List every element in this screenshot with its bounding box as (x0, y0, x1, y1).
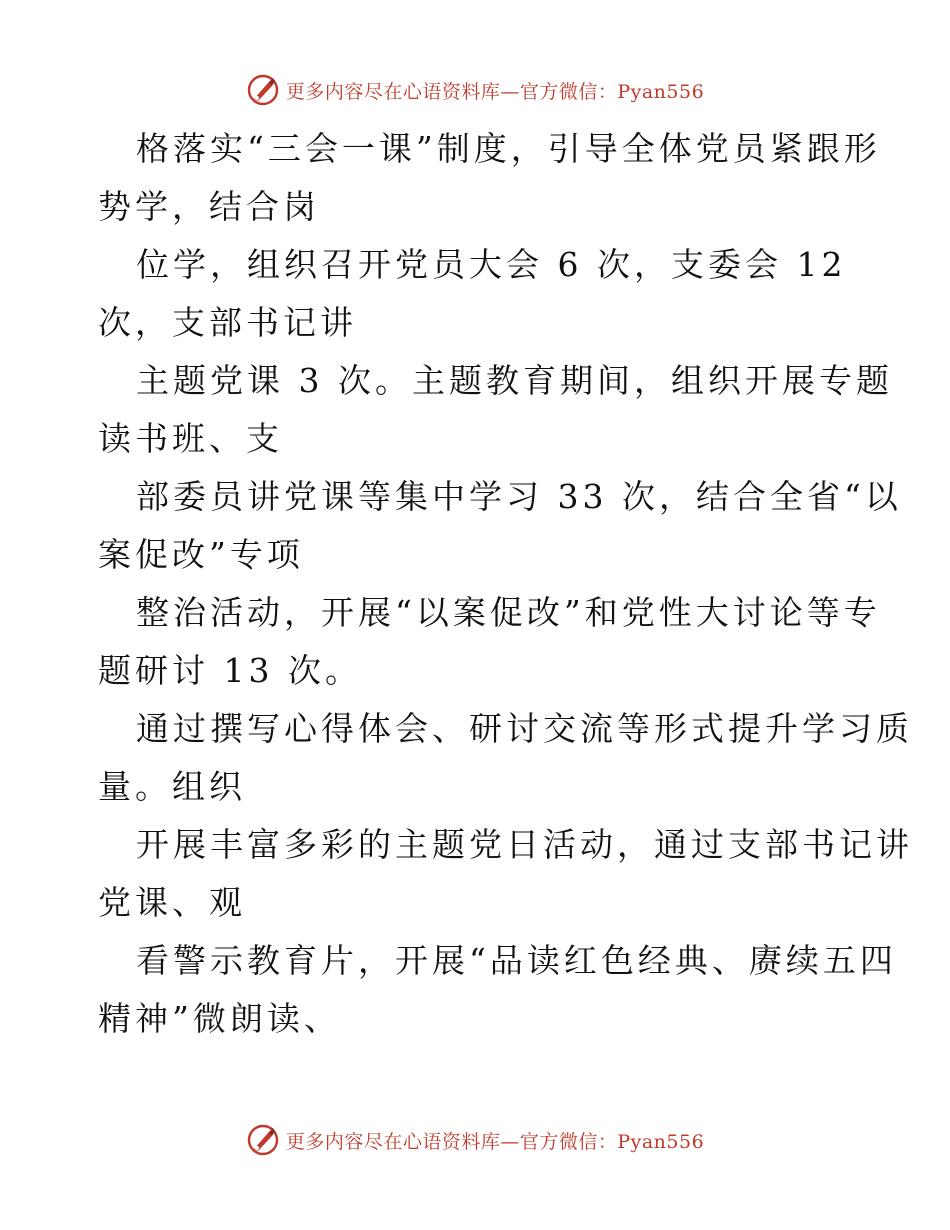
document-body (0, 120, 950, 1048)
paragraph-line: 通过撰写心得体会、研讨交流等形式提升学习质 (136, 709, 913, 748)
paragraph-line: 党课、观 (98, 883, 246, 922)
header-banner (0, 72, 950, 108)
paragraph-line: 势学，结合岗 (98, 187, 320, 226)
paragraph-line: 整治活动，开展“以案促改”和党性大讨论等专 (136, 593, 881, 632)
paragraph-line: 格落实“三会一课”制度，引导全体党员紧跟形 (136, 129, 881, 168)
paragraph-7 (0, 816, 950, 932)
pen-quill-logo-icon (246, 1123, 280, 1157)
paragraph-8 (0, 932, 950, 1048)
paragraph-3 (0, 352, 950, 468)
paragraph-line: 主题党课 3 次。主题教育期间，组织开展专题 (136, 361, 893, 400)
header-banner-text: 更多内容尽在心语资料库—官方微信：Pyan556 (285, 80, 705, 103)
paragraph-2 (0, 236, 950, 352)
paragraph-line: 精神”微朗读、 (98, 999, 341, 1038)
paragraph-line: 看警示教育片，开展“品读红色经典、赓续五四 (136, 941, 897, 980)
footer-banner-text: 更多内容尽在心语资料库—官方微信：Pyan556 (285, 1130, 705, 1153)
paragraph-line: 案促改”专项 (98, 535, 304, 574)
paragraph-1 (0, 120, 950, 236)
paragraph-line: 量。组织 (98, 767, 246, 806)
paragraph-6 (0, 700, 950, 816)
pen-quill-logo-icon (246, 73, 280, 107)
paragraph-line: 部委员讲党课等集中学习 33 次，结合全省“以 (136, 477, 902, 516)
paragraph-4 (0, 468, 950, 584)
paragraph-line: 开展丰富多彩的主题党日活动，通过支部书记讲 (136, 825, 913, 864)
paragraph-5 (0, 584, 950, 700)
paragraph-line: 位学，组织召开党员大会 6 次，支委会 12 (136, 245, 847, 284)
paragraph-line: 读书班、支 (98, 419, 283, 458)
paragraph-line: 题研讨 13 次。 (98, 651, 362, 690)
paragraph-line: 次，支部书记讲 (98, 303, 357, 342)
footer-banner (0, 1122, 950, 1158)
